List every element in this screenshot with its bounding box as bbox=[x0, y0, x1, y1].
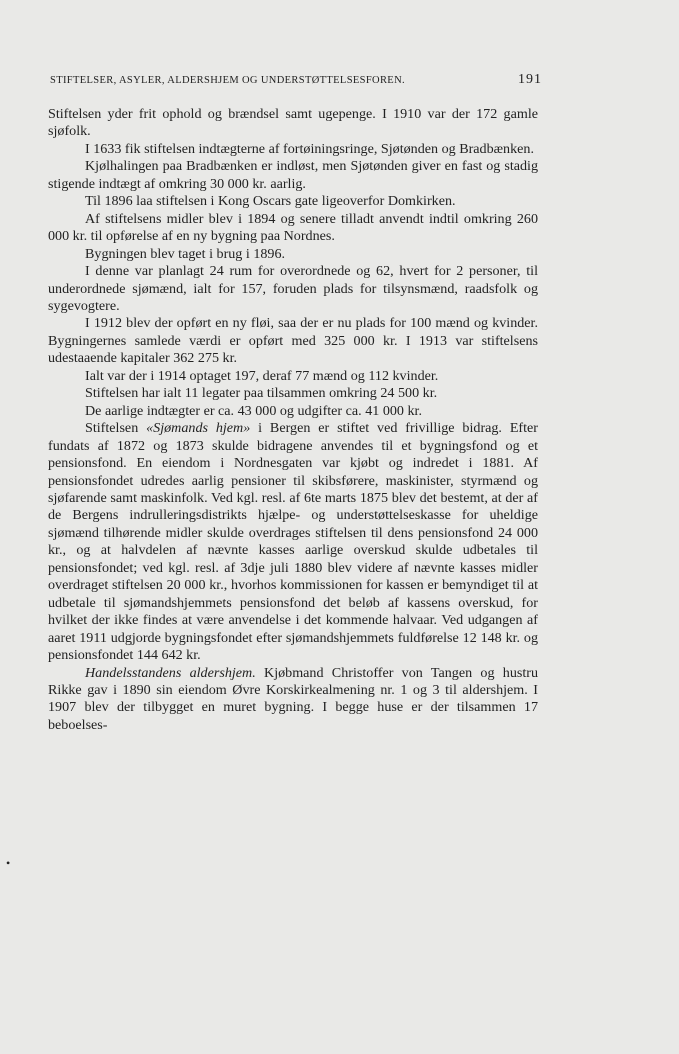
paragraph bbox=[48, 106, 538, 141]
paragraph-text: Ialt var der i 1914 optaget 197, deraf 77 mænd og 112 kvinder. bbox=[85, 367, 439, 384]
body-text bbox=[48, 106, 538, 734]
paragraph-text: i Bergen er stiftet ved frivillige bidrag. Efter fundats af 1872 og 1873 skulde bidragene anvendes til et bygningsfond og et pensionsfond. En eiendom i Nordnesgaten var kjøbt og indredet i 1881. Af pensionsfondet udredes aarlig pensioner til skibsførere, maskinister, styrmænd og sjøfarende samt maskinfolk. Ved kgl. resl. af 6te marts 1875 blev det bestemt, at der af de Bergens indrulleringsdistrikts hjælpe- og understøttelseskasse for uheldige sjømænd tilhørende midler skulde overdrages stiftelsen til dens pensionsfond 24 000 kr., og at halvdelen af nævnte kasses aarlige overskud skulde udbetales til pensionsfondet; ved kgl. resl. af 3dje juli 1880 blev videre af nævnte kasses midler overdraget stiftelsen 20 000 kr., hvorhos kommissionen for kassen er bemyndiget til at udbetale til sjømandshjemmets pensionsfond det beløb af kassens overskud, for hvilket der ikke findes at være anvendelse i det kommende halvaar. Ved udgangen af aaret 1911 udgjorde bygningsfondet efter sjømandshjemmets fuldførelse 12 148 kr. og pensionsfondet 144 642 kr. bbox=[48, 420, 538, 664]
paragraph bbox=[48, 141, 538, 158]
running-header bbox=[50, 72, 542, 88]
paragraph-text: Stiftelsen har ialt 11 legater paa tilsammen omkring 24 500 kr. bbox=[85, 385, 438, 402]
paragraph-text: Til 1896 laa stiftelsen i Kong Oscars gate ligeoverfor Domkirken. bbox=[85, 193, 456, 210]
page-number: 191 bbox=[518, 72, 542, 87]
paragraph bbox=[48, 385, 538, 402]
paragraph-text: Stiftelsen yder frit ophold og brændsel samt ugepenge. I 1910 var der 172 gamle sjøfolk. bbox=[48, 106, 538, 140]
paragraph bbox=[48, 420, 538, 664]
section-heading-italic: Handelsstandens aldershjem. bbox=[85, 664, 256, 681]
paragraph-text: Kjølhalingen paa Bradbænken er indløst, men Sjøtønden giver en fast og stadig stigende indtægt af omkring 30 000 kr. aarlig. bbox=[48, 158, 538, 192]
paragraph-text: Af stiftelsens midler blev i 1894 og senere tilladt anvendt indtil omkring 260 000 kr. til opførelse af en ny bygning paa Nordnes. bbox=[48, 210, 538, 245]
paragraph bbox=[48, 665, 538, 735]
paragraph bbox=[48, 368, 538, 385]
paragraph-text: De aarlige indtægter er ca. 43 000 og udgifter ca. 41 000 kr. bbox=[85, 402, 422, 419]
paragraph-text: I 1633 fik stiftelsen indtægterne af fortøiningsringe, Sjøtønden og Bradbænken. bbox=[85, 140, 534, 157]
paragraph-text: Bygningen blev taget i brug i 1896. bbox=[85, 245, 286, 262]
paragraph bbox=[48, 246, 538, 263]
paragraph-text: I denne var planlagt 24 rum for overordnede og 62, hvert for 2 personer, til underordnede sjømænd, ialt for 157, foruden plads for tilsynsmænd, raadsfolk og sygevogtere. bbox=[48, 263, 538, 314]
paragraph bbox=[48, 158, 538, 193]
paragraph bbox=[48, 403, 538, 420]
paragraph bbox=[48, 193, 538, 210]
paragraph bbox=[48, 315, 538, 367]
institution-name-italic: «Sjømands hjem» bbox=[146, 420, 251, 437]
paragraph-lead: Stiftelsen bbox=[85, 420, 147, 437]
paragraph bbox=[48, 263, 538, 315]
paragraph bbox=[48, 211, 538, 246]
running-title: STIFTELSER, ASYLER, ALDERSHJEM OG UNDERSTØTTELSESFOREN. bbox=[50, 75, 405, 86]
margin-mark: • bbox=[6, 856, 11, 870]
paragraph-text: I 1912 blev der opført en ny fløi, saa der er nu plads for 100 mænd og kvinder. Bygningernes samlede værdi er opført med 325 000 kr. I 1913 var stiftelsens udestaaende kapitaler 362 275 kr. bbox=[48, 315, 538, 367]
paragraph-text: Kjøbmand Christoffer von Tangen og hustru Rikke gav i 1890 sin eiendom Øvre Korskirkealmening nr. 1 og 3 til aldershjem. I 1907 blev der tilbygget en muret bygning. I begge huse er der tilsammen 17 beboelses- bbox=[48, 664, 539, 733]
